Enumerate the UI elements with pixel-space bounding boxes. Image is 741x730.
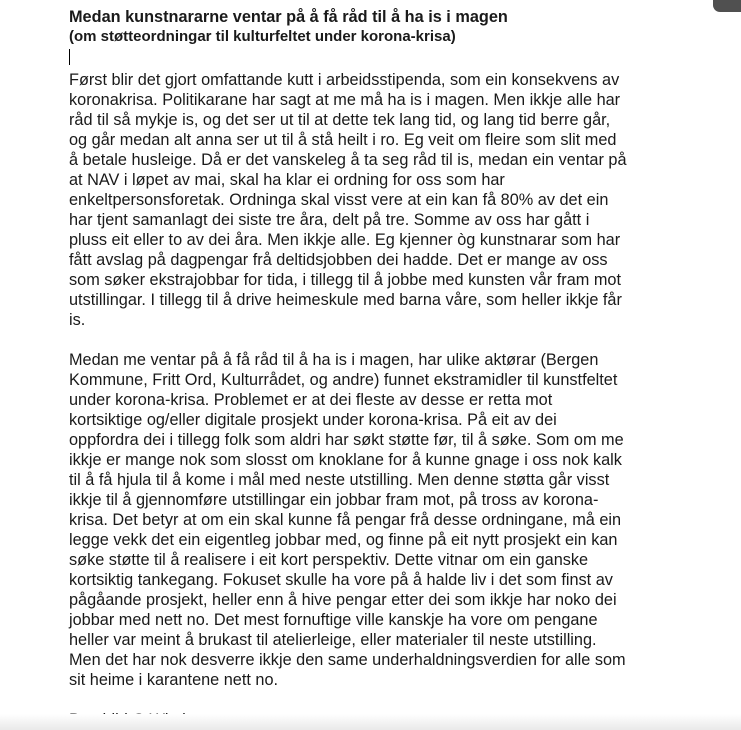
paragraph-line: pluss eit eller to av dei åra. Men ikkje alle. Eg kjenner òg kunstnarar som har: [69, 231, 621, 249]
paragraph-line: og går medan alt anna ser ut til å stå heilt i ro. Eg veit om fleire som slit med: [69, 131, 617, 149]
paragraph-line: utstillingar. I tillegg til å drive heimeskule med barna våre, som heller ikkje får: [69, 291, 622, 309]
paragraph-line: søke støtte til å realisere i eit kort perspektiv. Dette vitnar om ein ganske: [69, 551, 589, 569]
paragraph-line: sit heime i karantene nett no.: [69, 671, 279, 689]
paragraph-line: Medan me ventar på å få råd til å ha is i magen, har ulike aktørar (Bergen: [69, 351, 599, 369]
paragraph-line: enkeltpersonsforetak. Ordninga skal visst vere at ein kan få 80% av det ein: [69, 191, 609, 209]
paragraph-line: heller var meint å brukast til atelierleige, eller materialer til neste utstilling.: [69, 631, 597, 649]
paragraph-line: ikkje til å gjennomføre utstillingar ein jobbar fram mot, på tross av korona-: [69, 491, 599, 509]
paragraph-line: jobbar med nett no. Det mest fornuftige ville kanskje ha vore om pengane: [69, 611, 598, 629]
paragraph-line: Kommune, Fritt Ord, Kulturrådet, og andre) funnet ekstramidler til kunstfeltet: [69, 371, 618, 389]
paragraph-line: har tjent samanlagt dei siste tre åra, delt på tre. Somme av oss har gått i: [69, 211, 590, 229]
paragraph-line: legge vekk det ein eigentleg jobbar med, og finne på eit nytt prosjekt ein kan: [69, 531, 618, 549]
paragraph-line: is.: [69, 311, 86, 329]
paragraph-line: til å få hjula til å kome i mål med neste utstilling. Men denne støtta går visst: [69, 471, 610, 489]
paragraph-line: kortsiktig tankegang. Fokuset skulle ha vore på å halde liv i det som finst av: [69, 571, 613, 589]
text-cursor: [69, 49, 70, 65]
paragraph-1: [69, 70, 719, 330]
paragraph-line: at NAV i løpet av mai, skal ha klar ei ordning for oss som har: [69, 171, 505, 189]
paragraph-line: som søker ekstrajobbar for tida, i tillegg til å jobbe med kunsten vår fram mot: [69, 271, 621, 289]
paragraph-line: koronakrisa. Politikarane har sagt at me må ha is i magen. Men ikkje alle har: [69, 91, 621, 109]
document-body[interactable]: [69, 7, 719, 730]
paragraph-line: under korona-krisa. Problemet er at dei fleste av desse er retta mot: [69, 391, 553, 409]
empty-line: [69, 47, 719, 65]
document-subtitle: (om støtteordningar til kulturfeltet under korona-krisa): [69, 28, 456, 45]
paragraph-line: å betale husleige. Då er det vanskeleg å ta seg råd til is, medan ein ventar på: [69, 151, 627, 169]
paragraph-line: krisa. Det betyr at om ein skal kunne få pengar frå desse ordningane, må ein: [69, 511, 622, 529]
paragraph-line: fått avslag på dagpengar frå deltidsjobben dei hadde. Det er mange av oss: [69, 251, 608, 269]
bottom-edge-shadow: [0, 714, 741, 730]
paragraph-line: råd til så mykje is, og det ser ut til at dette tek lang tid, og lang tid berre går,: [69, 111, 611, 129]
paragraph-line: ikkje er mange nok som slosst om knoklane for å kunne gnage i oss nok kalk: [69, 451, 622, 469]
paragraph-line: kortsiktige og/eller digitale prosjekt under korona-krisa. På eit av dei: [69, 411, 557, 429]
paragraph-line: oppfordra dei i tillegg folk som aldri har søkt støtte før, til å søke. Som om me: [69, 431, 624, 449]
document-title: Medan kunstnararne ventar på å få råd til å ha is i magen: [69, 8, 508, 26]
paragraph-2: [69, 350, 719, 690]
paragraph-line: pågåande prosjekt, heller enn å hive pengar etter dei som ikkje har noko dei: [69, 591, 617, 609]
paragraph-line: Men det har nok desverre ikkje den same underhaldningsverdien for alle som: [69, 651, 626, 669]
paragraph-line: Først blir det gjort omfattande kutt i arbeidsstipenda, som ein konsekvens av: [69, 71, 620, 89]
